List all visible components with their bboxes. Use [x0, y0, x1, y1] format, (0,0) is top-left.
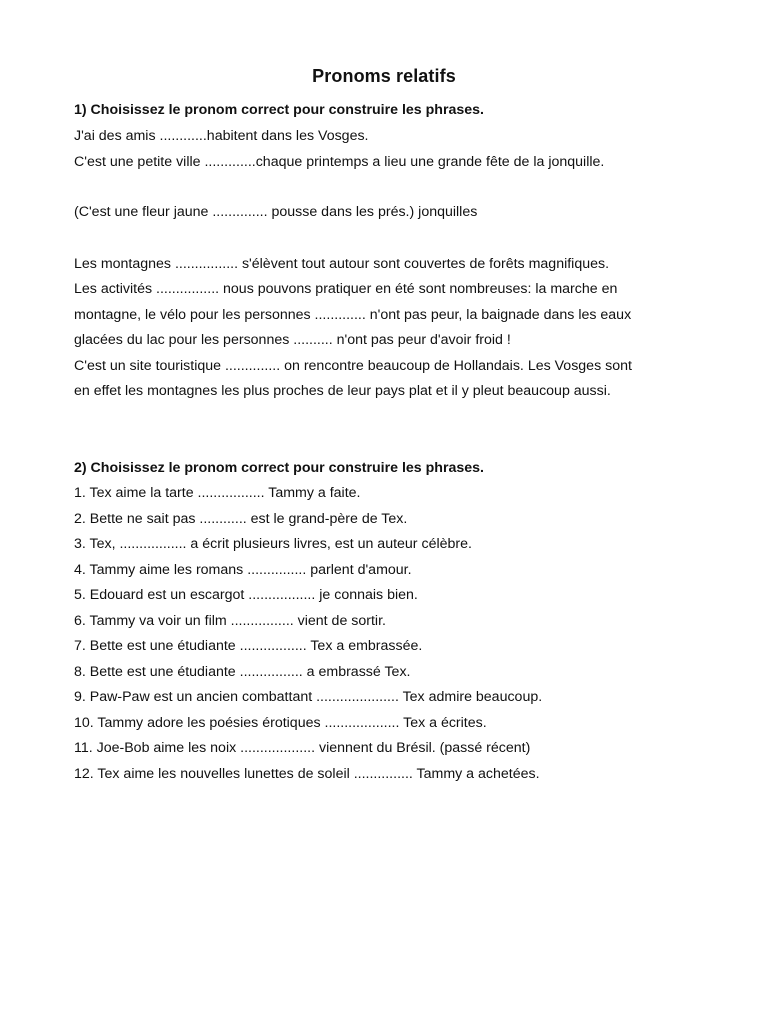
section1-line-4: Les montagnes ................ s'élèvent tout autour sont couvertes de forêts magnifiques.	[74, 256, 610, 272]
section2-line-4: 4. Tammy aime les romans ............... parlent d'amour.	[74, 562, 412, 578]
section2-line-6: 6. Tammy va voir un film ................ vient de sortir.	[74, 613, 386, 629]
section2-line-2: 2. Bette ne sait pas ............ est le grand-père de Tex.	[74, 511, 408, 527]
section2-line-12: 12. Tex aime les nouvelles lunettes de soleil ............... Tammy a achetées.	[74, 766, 540, 782]
section2-heading: 2) Choisissez le pronom correct pour construire les phrases.	[74, 460, 484, 476]
page-title: Pronoms relatifs	[312, 66, 456, 86]
section2-line-3: 3. Tex, ................. a écrit plusieurs livres, est un auteur célèbre.	[74, 536, 472, 552]
section1-line-2: C'est une petite ville .............chaque printemps a lieu une grande fête de la jonquille.	[74, 154, 605, 170]
section2-line-7: 7. Bette est une étudiante ................. Tex a embrassée.	[74, 638, 423, 654]
section2-line-9: 9. Paw-Paw est un ancien combattant ..................... Tex admire beaucoup.	[74, 689, 543, 705]
section1-line-9: en effet les montagnes les plus proches de leur pays plat et il y pleut beaucoup aussi.	[74, 383, 611, 399]
section2-line-10: 10. Tammy adore les poésies érotiques ................... Tex a écrites.	[74, 715, 487, 731]
section2-line-8: 8. Bette est une étudiante ................ a embrassé Tex.	[74, 664, 411, 680]
section1-line-3: (C'est une fleur jaune .............. pousse dans les prés.) jonquilles	[74, 204, 478, 220]
section1-heading: 1) Choisissez le pronom correct pour construire les phrases.	[74, 102, 484, 118]
section1-line-5: Les activités ................ nous pouvons pratiquer en été sont nombreuses: la marche en	[74, 281, 618, 297]
section2-line-5: 5. Edouard est un escargot ................. je connais bien.	[74, 587, 418, 603]
section1-line-8: C'est un site touristique .............. on rencontre beaucoup de Hollandais. Les Vosges sont	[74, 358, 632, 374]
section2-line-1: 1. Tex aime la tarte ................. Tammy a faite.	[74, 485, 361, 501]
section1-line-1: J'ai des amis ............habitent dans les Vosges.	[74, 128, 369, 144]
section1-line-7: glacées du lac pour les personnes .......... n'ont pas peur d'avoir froid !	[74, 332, 511, 348]
section2-line-11: 11. Joe-Bob aime les noix ................... viennent du Brésil. (passé récent)	[74, 740, 531, 756]
section1-line-6: montagne, le vélo pour les personnes ............. n'ont pas peur, la baignade dans les eaux	[74, 307, 632, 323]
